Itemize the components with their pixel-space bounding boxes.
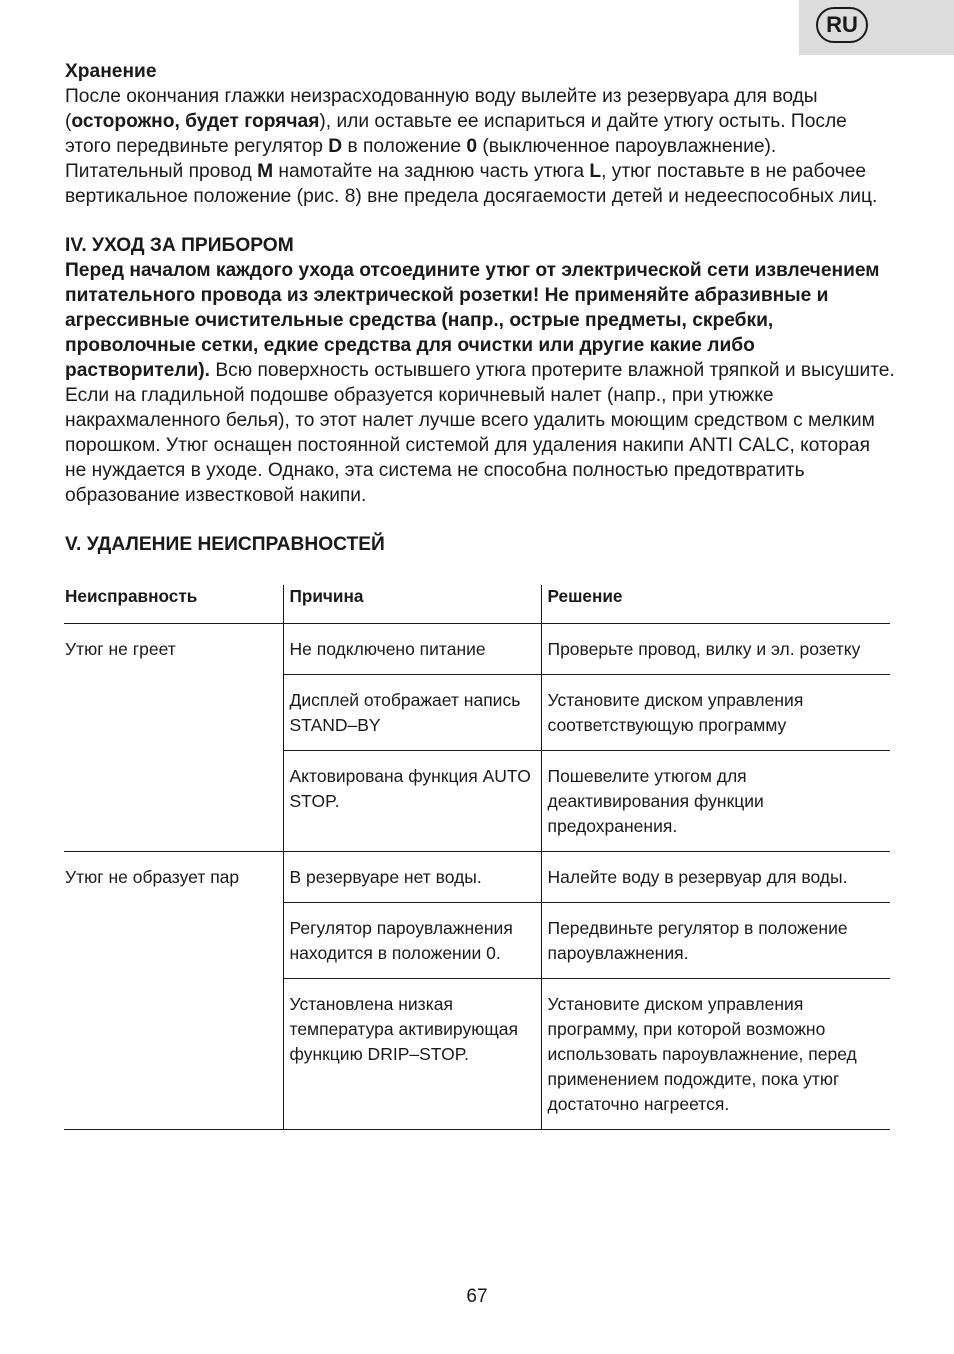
cause-cell: В резервуаре нет воды. <box>283 852 541 903</box>
language-badge: RU <box>816 7 868 43</box>
solution-cell: Проверьте провод, вилку и эл. розетку <box>541 624 890 675</box>
troubleshooting-table <box>64 585 890 1130</box>
fault-cell: Утюг не греет <box>65 639 176 659</box>
table-row <box>64 903 890 979</box>
fault-cell <box>64 751 283 852</box>
solution-cell: Установите диском управления программу, при которой возможно использовать пароувлажнение, перед применением подождите, пока утюг достаточно нагреется. <box>541 979 890 1130</box>
care-heading: IV. УХОД ЗА ПРИБОРОМ <box>65 235 294 257</box>
page-number: 67 <box>466 1286 488 1307</box>
cause-cell: Установлена низкая температура активирующая функцию DRIP–STOP. <box>283 979 541 1130</box>
table-row <box>64 751 890 852</box>
solution-cell: Передвиньте регулятор в положение пароувлажнения. <box>541 903 890 979</box>
cause-cell: Дисплей отображает напись STAND–BY <box>283 675 541 751</box>
column-header-solution: Решение <box>541 585 890 624</box>
care-warning: Перед началом каждого ухода отсоедините утюг от электрической сети извлечением питательного провода из электрической розетки! Не применяйте абразивные и агрессивные очистительные средства (напр., острые предметы, скребки, проволочные сетки, едкие средства для очистки или другие какие либо растворители). <box>65 260 880 381</box>
cause-cell: Актовирована функция AUTO STOP. <box>283 751 541 852</box>
troubleshooting-heading: V. УДАЛЕНИЕ НЕИСПРАВНОСТЕЙ <box>65 534 385 556</box>
cause-cell: Регулятор пароувлажнения находится в положении 0. <box>283 903 541 979</box>
page-content <box>65 60 895 558</box>
fault-cell <box>64 979 283 1130</box>
solution-cell: Пошевелите утюгом для деактивирования функции предохранения. <box>541 751 890 852</box>
table-row <box>64 979 890 1130</box>
language-tab <box>799 0 954 55</box>
fault-cell <box>64 675 283 751</box>
storage-heading: Хранение <box>65 61 157 82</box>
fault-cell <box>64 903 283 979</box>
cause-cell: Не подключено питание <box>283 624 541 675</box>
fault-cell: Утюг не образует пар <box>65 867 240 887</box>
solution-cell: Установите диском управления соответствующую программу <box>541 675 890 751</box>
column-header-fault: Неисправность <box>64 585 283 624</box>
table-header-row <box>64 585 890 624</box>
table-row <box>64 624 890 675</box>
storage-paragraph: После окончания глажки неизрасходованную воду вылейте из резервуара для воды (осторожно, будет горячая), или оставьте ее испариться и дайте утюгу остыть. После этого передвиньте регулятор D в положение 0 (выключенное пароувлажнение). Питательный провод M намотайте на заднюю часть утюга L, утюг поставьте в не рабочее вертикальное положение (рис. 8) вне предела досягаемости детей и недееспособных лиц. <box>65 85 878 207</box>
solution-cell: Налейте воду в резервуар для воды. <box>541 852 890 903</box>
table-row <box>64 852 890 903</box>
table-row <box>64 675 890 751</box>
column-header-cause: Причина <box>283 585 541 624</box>
care-paragraph: Перед началом каждого ухода отсоедините утюг от электрической сети извлечением питательного провода из электрической розетки! Не применяйте абразивные и агрессивные очистительные средства (напр., острые предметы, скребки, проволочные сетки, едкие средства для очистки или другие какие либо растворители). Всю поверхность остывшего утюга протерите влажной тряпкой и высушите. Если на гладильной подошве образуется коричневый налет (напр., при утюжке накрахмаленного белья), то этот налет лучше всего удалить моющим средством с мелким порошком. Утюг оснащен постоянной системой для удаления накипи ANTI CALC, которая не нуждается в уходе. Однако, эта система не способна полностью предотвратить образование известковой накипи. <box>65 260 895 506</box>
